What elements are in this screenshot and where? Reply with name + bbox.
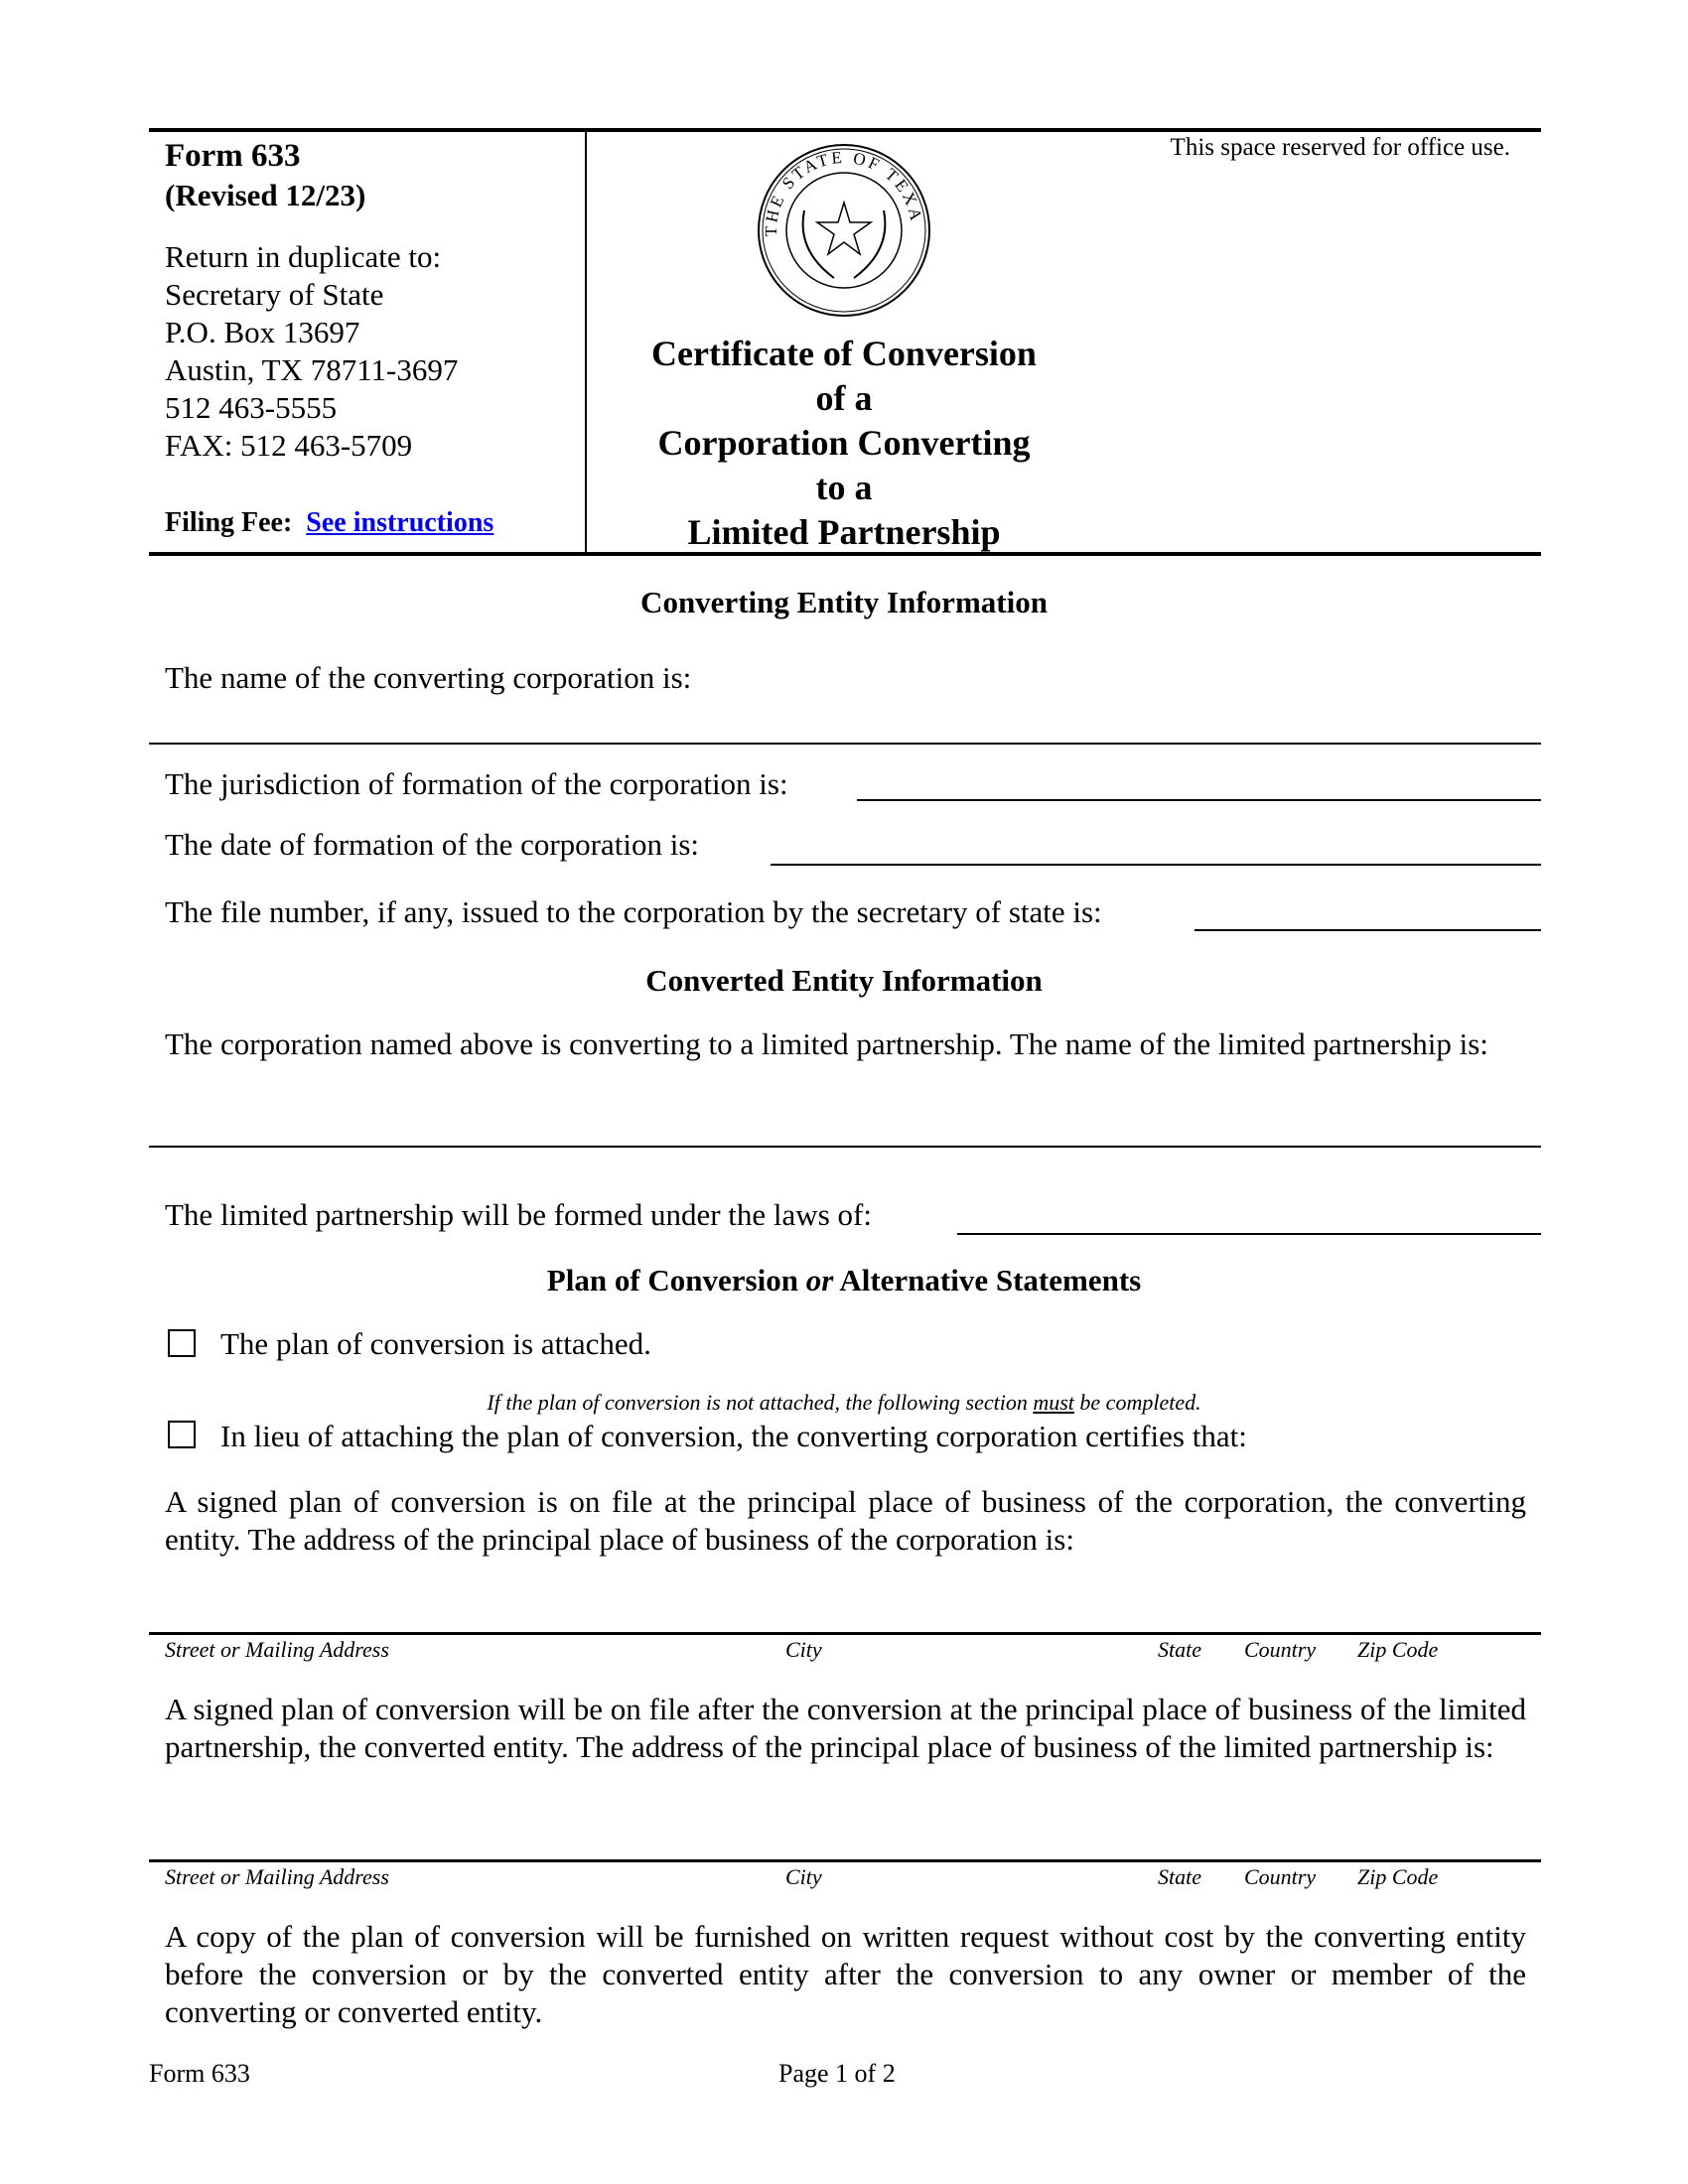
filing-fee [165,504,493,542]
file-number-label: The file number, if any, issued to the corporation by the secretary of state is: [165,894,1102,929]
return-line: Austin, TX 78711-3697 [165,352,459,387]
plan-note [487,1390,1200,1416]
texas-seal-icon [755,141,933,320]
jurisdiction-label: The jurisdiction of formation of the corporation is: [165,766,788,801]
plan-heading-text: Plan of Conversion [546,1263,806,1297]
label-zip: Zip Code [1357,1637,1439,1662]
note-must: must [1033,1390,1074,1415]
plan-heading-or: or [805,1263,834,1297]
plan-para-1: A signed plan of conversion is on file at the principal place of business of the corporation, the converting entity. The address of the principal place of business of the corporation is: [165,1484,1526,1557]
return-line: P.O. Box 13697 [165,315,360,349]
address-field-1[interactable] [149,1632,1541,1635]
converting-name-field[interactable] [149,743,1541,745]
file-number-field[interactable] [1195,929,1541,931]
converted-heading: Converted Entity Information [645,963,1043,998]
label-city: City [785,1864,822,1889]
svg-text:THE STATE OF TEXAS: THE STATE OF TEXA [761,147,926,237]
form-title [651,332,1229,555]
return-line: Secretary of State [165,277,384,312]
return-line: FAX: 512 463-5709 [165,428,413,463]
label-street: Street or Mailing Address [165,1637,389,1662]
footer-page: Page 1 of 2 [778,2059,896,2088]
jurisdiction-field[interactable] [857,799,1541,801]
label-city: City [785,1637,822,1662]
title-line: Limited Partnership [687,512,1001,552]
label-state: State [1158,1637,1201,1662]
plan-para-3: A copy of the plan of conversion will be furnished on written request without cost by the converting entity before the conversion or by the converted entity after the conversion to any owner or member of the converting or converted entity. [165,1919,1526,2029]
title-line: of a [815,378,873,418]
label-state: State [1158,1864,1201,1889]
return-address [165,238,458,465]
label-street: Street or Mailing Address [165,1864,389,1889]
label-country: Country [1244,1864,1317,1889]
plan-heading-text: Alternative Statements [833,1263,1142,1297]
plan-attached-label: The plan of conversion is attached. [220,1326,651,1361]
header-top-rule [149,128,1541,132]
plan-attached-checkbox[interactable] [168,1329,196,1357]
return-line: 512 463-5555 [165,390,338,425]
note-text: If the plan of conversion is not attached, the following section [487,1390,1034,1415]
title-line: Corporation Converting [657,423,1031,463]
in-lieu-checkbox[interactable] [168,1421,196,1448]
header-divider [585,132,587,553]
form-number: Form 633 [165,138,301,174]
plan-para-2: A signed plan of conversion will be on file after the conversion at the principal place of business of the limited partnership, the converted entity. The address of the principal place of business of the limited partnership is: [165,1692,1526,1764]
office-use-note: This space reserved for office use. [1170,134,1510,161]
footer-form: Form 633 [149,2059,250,2088]
formation-date-field[interactable] [771,864,1541,866]
return-line: Return in duplicate to: [165,239,442,274]
converting-heading: Converting Entity Information [640,585,1048,619]
laws-field[interactable] [957,1233,1541,1235]
in-lieu-label: In lieu of attaching the plan of conversion, the converting corporation certifies that: [220,1419,1247,1453]
label-country: Country [1244,1637,1317,1662]
formation-date-label: The date of formation of the corporation is: [165,827,700,862]
plan-heading [547,1262,1141,1299]
title-line: to a [815,468,873,507]
title-line: Certificate of Conversion [651,334,1037,373]
converting-name-label: The name of the converting corporation is: [165,660,692,695]
form-revised: (Revised 12/23) [165,178,366,212]
see-instructions-link[interactable]: See instructions [306,507,494,538]
converted-name-label: The corporation named above is converting to a limited partnership. The name of the limited partnership is: [165,1026,1488,1061]
converted-name-field[interactable] [149,1146,1541,1148]
address-field-2[interactable] [149,1859,1541,1862]
label-zip: Zip Code [1357,1864,1439,1889]
laws-label: The limited partnership will be formed under the laws of: [165,1197,872,1232]
note-text: be completed. [1073,1390,1201,1415]
filing-fee-label: Filing Fee: [165,507,293,538]
